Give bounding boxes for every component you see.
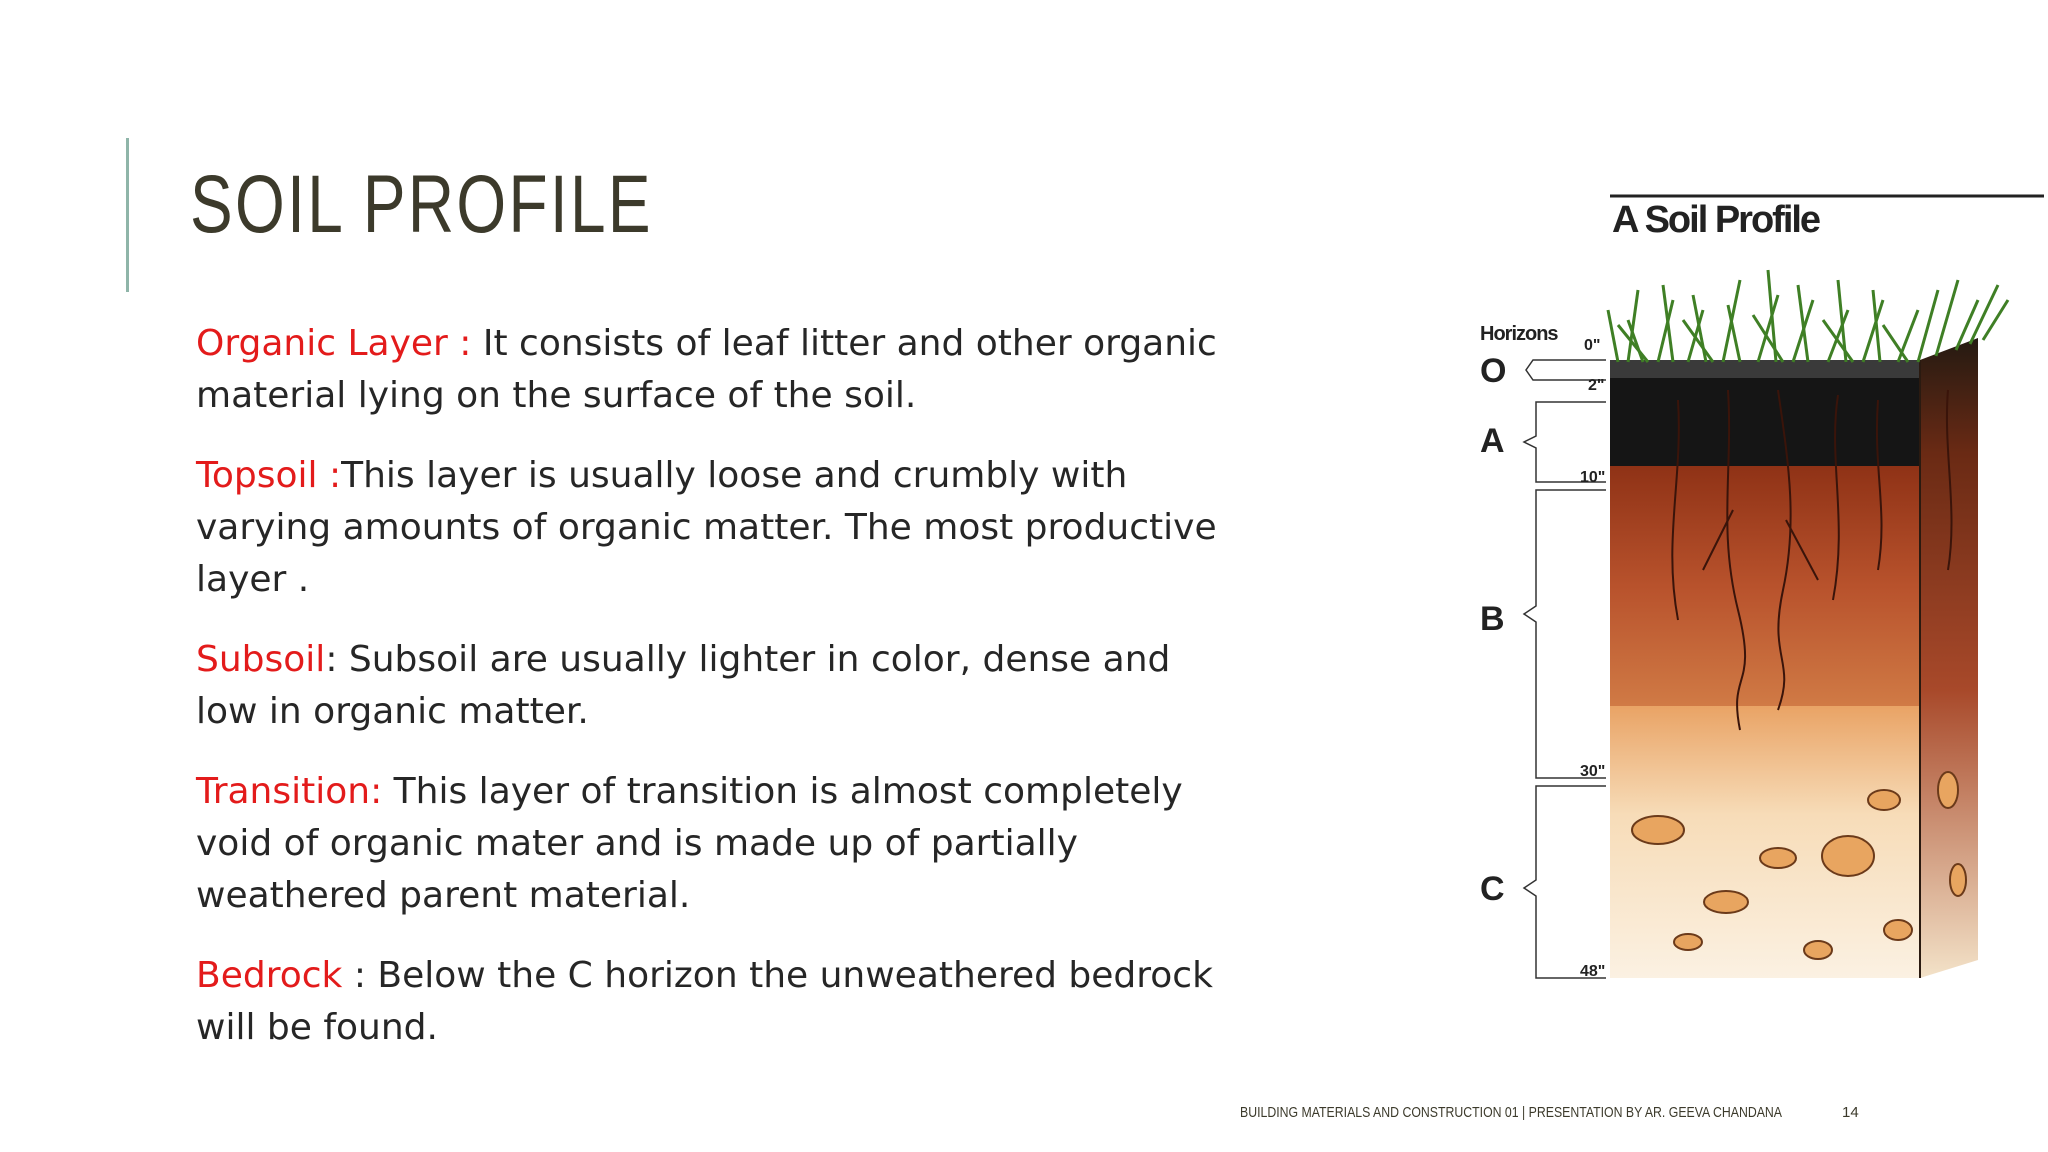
soil-block-side xyxy=(1920,338,1978,978)
term-label: Subsoil xyxy=(196,639,326,680)
paragraph-topsoil xyxy=(196,450,1236,606)
horizon-o-label: O xyxy=(1480,352,1507,390)
term-label: Transition: xyxy=(196,771,383,812)
depth-label: 48" xyxy=(1580,963,1606,980)
paragraph-subsoil xyxy=(196,634,1236,738)
slide-body xyxy=(196,318,1236,1082)
paragraph-organic-layer xyxy=(196,318,1236,422)
term-label: Bedrock xyxy=(196,955,343,996)
paragraph-text: This layer of transition is almost completely void of organic mater and is made up of partially weathered parent material. xyxy=(196,771,1183,916)
footer-text: BUILDING MATERIALS AND CONSTRUCTION 01 | PRESENTATION BY AR. GEEVA CHANDANA xyxy=(1240,1104,1783,1121)
horizon-o-band xyxy=(1610,360,1920,378)
horizon-b-label: B xyxy=(1480,600,1505,638)
paragraph-transition xyxy=(196,766,1236,922)
figure-title: A Soil Profile xyxy=(1612,199,1820,241)
slide-title: SOIL PROFILE xyxy=(190,159,653,250)
horizon-b-band xyxy=(1610,466,1920,706)
soil-profile-figure xyxy=(1478,190,2044,1030)
depth-label: 2" xyxy=(1588,377,1605,394)
title-accent-bar xyxy=(126,138,129,292)
horizon-a-band xyxy=(1610,378,1920,466)
paragraph-text: : Below the C horizon the unweathered bedrock will be found. xyxy=(196,955,1213,1048)
horizon-braces xyxy=(1524,360,1606,978)
horizons-label: Horizons xyxy=(1480,323,1558,345)
depth-label: 30" xyxy=(1580,763,1606,780)
term-label: Topsoil : xyxy=(196,455,342,496)
horizon-a-label: A xyxy=(1480,422,1505,460)
grass xyxy=(1608,270,2008,362)
paragraph-text: It consists of leaf litter and other organic material lying on the surface of the soil. xyxy=(196,323,1217,416)
paragraph-text: This layer is usually loose and crumbly with varying amounts of organic matter. The most productive layer . xyxy=(196,455,1217,600)
term-label: Organic Layer : xyxy=(196,323,472,364)
paragraph-bedrock xyxy=(196,950,1236,1054)
horizon-c-label: C xyxy=(1480,870,1505,908)
paragraph-text: : Subsoil are usually lighter in color, dense and low in organic matter. xyxy=(196,639,1171,732)
depth-label: 0" xyxy=(1584,337,1601,354)
depth-label: 10" xyxy=(1580,469,1606,486)
page-number: 14 xyxy=(1842,1104,1859,1121)
